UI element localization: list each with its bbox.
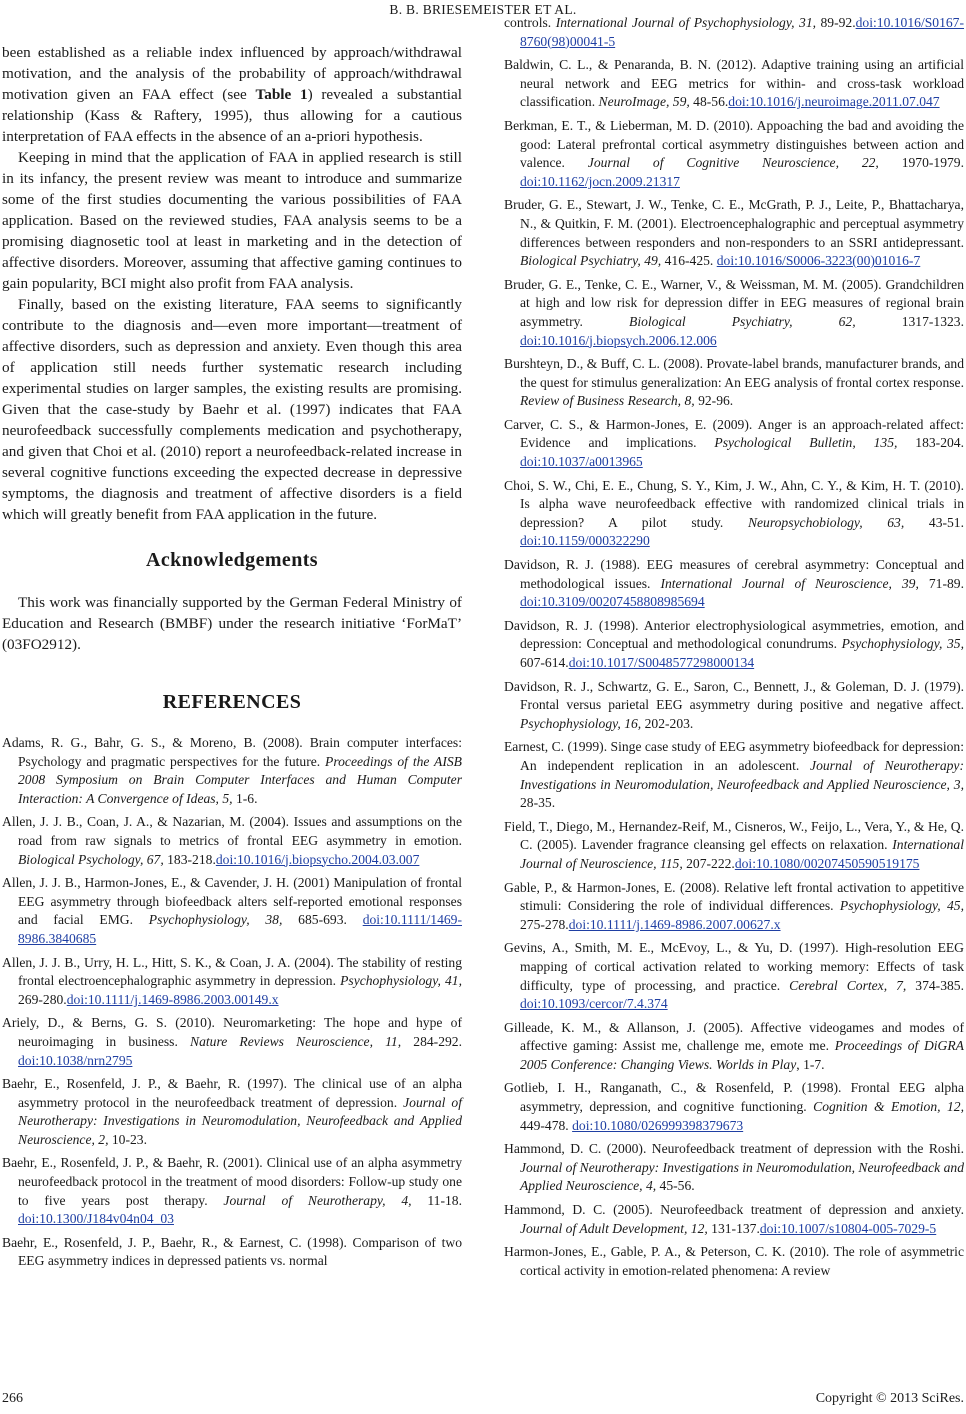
reference-pages: 284-292. [401,1033,463,1049]
doi-link[interactable]: doi:10.1016/S0006-3223(00)01016-7 [716,253,921,269]
reference-entry [504,416,964,472]
acknowledgements-text: This work was financially supported by the German Federal Ministry of Education and Research (BMBF) under the research initiative ‘ForMaT’ (03FO2912). [2,594,462,653]
reference-pages: 92-96. [694,393,734,409]
reference-journal: Journal of Cognitive Neuroscience, 22, [587,155,879,171]
right-column [504,15,965,1285]
reference-entry [504,477,964,551]
reference-entry [504,939,964,1013]
body-paragraph-3: Finally, based on the existing literature, FAA seems to significantly contribute to the diagnosis and—even more important—treatment of affective disorders, such as depression and anxiety. Even though this area of application still needs further systematic research including experimental studies on larger samples, the existing results are promising. Given that the case-study by Baehr et al. (1997) indicates that FAA neurofeedback successfully complements medication and psychotherapy, and given that Choi et al. (2010) report a neurofeedback-related increase in several cognitive functions exceeding the expected decrease in depressive symptoms, the diagnosis and treatment of affective disorders is a field which will greatly benefit from FAA application in the future. [2,296,462,523]
reference-entry [2,1154,462,1228]
reference-pages: 71-89. [918,575,964,591]
reference-pages: 374-385. [906,977,964,993]
reference-pages: 202-203. [641,715,694,731]
reference-pages: 207-222. [682,855,735,871]
reference-journal: Cognition & Emotion, 12, [813,1099,964,1115]
doi-link[interactable]: doi:10.1037/a0013965 [520,454,643,470]
reference-text: Gilleade, K. M., & Allanson, J. (2005). Affective videogames and modes of affective gaming: Assist me, challenge me, emote me. [504,1019,964,1054]
reference-list-left [2,734,462,1271]
doi-link[interactable]: doi:10.1007/s10804-005-7029-5 [759,1220,937,1236]
reference-pages: 89-92. [816,15,856,30]
reference-pages: 48-56. [689,94,729,110]
copyright-notice: Copyright © 2013 SciRes. [815,1391,964,1406]
reference-journal: Review of Business Research, 8, [520,393,695,409]
reference-pages: 269-280. [18,991,67,1007]
page-number: 266 [2,1391,23,1406]
doi-link[interactable]: doi:10.1016/j.biopsych.2006.12.006 [520,332,717,348]
reference-journal: Biological Psychiatry, 49, [520,253,662,269]
reference-entry [504,1079,964,1135]
reference-journal: Psychological Bulletin, 135, [714,435,898,451]
reference-pages: 1317-1323. [855,313,964,329]
reference-journal: Proceedings of the AISB 2008 Symposium on Brain Computer Interfaces and Human Computer Interaction: A Convergence of Ideas, 5, [18,753,462,806]
reference-pages: 275-278. [520,916,569,932]
reference-journal: International Journal of Neuroscience, 115, [520,837,964,871]
reference-text: Allen, J. J. B., Coan, J. A., & Nazarian, M. (2004). Issues and assumptions on the road from raw signals to metrics of frontal EEG asymmetry in emotion. [2,814,462,848]
reference-text: Baehr, E., Rosenfeld, J. P., Baehr, R., & Earnest, C. (1998). Comparison of two EEG asymmetry indices in depressed patients vs. normal [2,1234,462,1269]
reference-text: Gotlieb, I. H., Ranganath, C., & Rosenfeld, P. (1998). Frontal EEG alpha asymmetry, depression, and cognitive functioning. [504,1080,964,1115]
reference-entry [504,738,964,812]
reference-journal: Psychophysiology, 41, [340,973,462,989]
doi-link[interactable]: doi:10.1300/J184v04n04_03 [18,1211,174,1227]
reference-entry [2,734,462,808]
reference-text: Hammond, D. C. (2005). Neurofeedback treatment of depression and anxiety. [504,1202,964,1218]
reference-journal: Psychophysiology, 38, [148,912,283,928]
doi-link[interactable]: doi:10.3109/00207458808985694 [520,594,705,610]
reference-entry [504,14,964,51]
reference-list-right [504,14,964,1280]
doi-link[interactable]: doi:10.1159/000322290 [520,533,650,549]
reference-pages: 28-35. [520,795,556,811]
reference-journal: Biological Psychology, 67, [18,851,164,867]
reference-pages: 183-218. [163,851,216,867]
reference-text: Ariely, D., & Berns, G. S. (2010). Neuromarketing: The hope and hype of neuroimaging in business. [2,1015,462,1049]
reference-text: Berkman, E. T., & Lieberman, M. D. (2010). Appoaching the bad and avoiding the good: Lateral prefrontal cortical asymmetry distinguishes between action and valence. [504,117,964,171]
reference-text: Baldwin, C. L., & Penaranda, B. N. (2012). Adaptive training using an artificial neural network and EEG metrics for within- and cross-task workload classification. [504,57,964,110]
reference-text: Earnest, C. (1999). Singe case study of EEG asymmetry biofeedback for depression: An independent replication in an adolescent. [504,739,964,773]
reference-entry [504,1201,964,1238]
body-paragraph-2: Keeping in mind that the application of FAA in applied research is still in its infancy, the present review was meant to introduce and summarize some of the first studies documenting the various possibilities of FAA application. Based on the reviewed studies, FAA analysis seems to be a promising diagnosetic tool at least in marketing and in the detection of affective disorders. Moreover, assuming that affective gaming continues to gain popularity, BCI might also profit from FAA analysis. [2,149,462,292]
reference-text: Baehr, E., Rosenfeld, J. P., & Baehr, R. (1997). The clinical use of an alpha asymmetry protocol in the neurofeedback treatment of depression. [2,1076,462,1110]
reference-journal: Nature Reviews Neuroscience, 11, [190,1033,402,1049]
running-header: B. B. BRIESEMEISTER ET AL. [389,2,577,17]
reference-entry [504,556,964,612]
reference-journal: Journal of Adult Development, 12, [520,1220,708,1236]
reference-entry [2,813,462,869]
acknowledgements-heading: Acknowledgements [146,549,318,571]
reference-journal: Journal of Neurotherapy, 4, [223,1192,412,1208]
reference-text: Davidson, R. J. (1998). Anterior electrophysiological asymmetries, emotion, and depression: Conceptual and methodological conundrums. [504,617,964,652]
reference-text: Gevins, A., Smith, M. E., McEvoy, L., & Yu, D. (1997). High-resolution EEG mapping of cortical activation related to working memory: Effects of task difficulty, type of processing, and practice. [504,940,964,993]
reference-pages: 131-137. [707,1220,760,1236]
reference-journal: Journal of Neurotherapy: Investigations in Neuromodulation, Neurofeedback and Applied Neuroscience, 3, [520,757,964,792]
reference-entry [2,1234,462,1271]
reference-text: Davidson, R. J., Schwartz, G. E., Saron, C., Bennett, J., & Goleman, D. J. (1979). Frontal versus parietal EEG asymmetry during positive and negative affect. [504,678,964,713]
reference-journal: Cerebral Cortex, 7, [789,977,907,993]
reference-entry [504,678,964,734]
reference-entry [2,954,462,1010]
reference-journal: Biological Psychiatry, 62, [629,313,856,329]
doi-link[interactable]: doi:10.1016/S0167-8760(98)00041-5 [520,15,965,49]
reference-pages: 183-204. [897,435,964,451]
reference-text: Carver, C. S., & Harmon-Jones, E. (2009). Anger is an approach-related affect: Evidence and implications. [504,416,964,451]
reference-journal: Psychophysiology, 35, [841,636,964,652]
reference-entry [504,196,964,270]
body-paragraph-1: been established as a reliable index influenced by approach/withdrawal motivation, and the analysis of the probability of approach/withdrawal motivation given an FAA effect (see Table 1) revealed a substantial relationship (Kass & Raftery, 1995), thus allowing for a cautious interpretation of FAA effects in the absence of an a-priori hypothesis. [2,44,462,145]
doi-link[interactable]: doi:10.1017/S0048577298000134 [568,655,755,670]
reference-entry [504,276,964,350]
doi-link[interactable]: doi:10.1016/j.biopsycho.2004.03.007 [215,851,420,867]
reference-entry [504,818,964,874]
reference-text: Allen, J. J. B., Harmon-Jones, E., & Cavender, J. H. (2001) Manipulation of frontal EEG asymmetry through biofeedback alters self-reported emotional responses and facial EMG. [2,875,462,928]
left-column [2,42,462,1276]
reference-journal: Journal of Neurotherapy: Investigations in Neuromodulation, Neurofeedback and Applied Neuroscience, 4, [520,1159,964,1194]
doi-link[interactable]: doi:10.1080/026999398379673 [572,1117,744,1133]
doi-link[interactable]: doi:10.1162/jocn.2009.21317 [520,173,680,189]
reference-journal: Journal of Neurotherapy: Investigations in Neuromodulation, Neurofeedback and Applied Neuroscience, 2, [18,1094,462,1147]
doi-link[interactable]: doi:10.1111/j.1469-8986.2007.00627.x [568,916,781,932]
reference-pages: 45-56. [656,1178,695,1194]
reference-journal: International Journal of Neuroscience, 39, [660,575,919,591]
reference-text: Bruder, G. E., Stewart, J. W., Tenke, C. E., McGrath, P. J., Leite, P., Bhattacharya, N., & Quitkin, F. M. (2001). Electroencephalographic and perceptual asymmetry differences between responders and non-responders to an SSRI antidepressant. [504,197,964,250]
reference-text: controls. [504,15,556,30]
reference-entry [504,117,964,191]
reference-text: Bruder, G. E., Tenke, C. E., Warner, V., & Weissman, M. M. (2005). Grandchildren at high and low risk for depression differ in EEG measures of regional brain asymmetry. [504,276,964,329]
reference-journal: Neuropsychobiology, 63, [747,514,905,530]
reference-entry [504,1140,964,1196]
references-heading: REFERENCES [162,691,302,713]
reference-entry [504,617,964,673]
reference-text: Davidson, R. J. (1988). EEG measures of cerebral asymmetry: Conceptual and methodological issues. [504,557,964,591]
reference-pages: 10-23. [108,1131,147,1147]
reference-journal: NeuroImage, 59, [598,94,690,110]
doi-link[interactable]: doi:10.1038/nrn2795 [18,1052,133,1068]
reference-journal: International Journal of Psychophysiology, 31, [555,15,817,30]
reference-entry [2,1075,462,1149]
reference-pages: 416-425. [661,253,717,269]
reference-pages: 449-478. [520,1117,573,1133]
reference-entry [504,879,964,935]
reference-pages: 1970-1979. [878,155,964,171]
reference-entry [2,1014,462,1070]
reference-text: Field, T., Diego, M., Hernandez-Reif, M., Cisneros, W., Feijo, L., Vera, Y., & He, Q. C. (2005). Lavender fragrance cleansing gel effects on relaxation. [504,818,964,853]
reference-text: Baehr, E., Rosenfeld, J. P., & Baehr, R. (2001). Clinical use of an alpha asymmetry neurofeedback protocol in the treatment of mood disorders: Follow-up study one to five years post therapy. [2,1155,462,1208]
reference-pages: 43-51. [904,514,965,530]
reference-entry [504,56,964,112]
reference-text: Burshteyn, D., & Buff, C. L. (2008). Provate-label brands, manufacturer brands, and the quest for stimulus generalization: An EEG analysis of frontal cortex response. [504,356,964,390]
reference-pages: , 1-7. [796,1056,825,1072]
reference-text: Hammond, D. C. (2000). Neurofeedback treatment of depression with the Roshi. [504,1141,964,1157]
doi-link[interactable]: doi:10.1111/1469-8986.3840685 [18,912,462,946]
reference-text: Gable, P., & Harmon-Jones, E. (2008). Relative left frontal activation to appetitive stimuli: Considering the role of individual differences. [504,879,964,914]
doi-link[interactable]: doi:10.1093/cercor/7.4.374 [520,996,668,1012]
doi-link[interactable]: doi:10.1080/00207450590519175 [734,855,920,871]
reference-text: Harmon-Jones, E., Gable, P. A., & Peterson, C. K. (2010). The role of asymmetric cortical activity in emotion-related phenomena: A review [504,1244,964,1278]
reference-entry [504,355,964,411]
reference-pages: 685-693. [282,912,363,928]
reference-text: Allen, J. J. B., Urry, H. L., Hitt, S. K., & Coan, J. A. (2004). The stability of resting frontal electroencephalographic asymmetry in depression. [2,954,462,989]
reference-entry [504,1019,964,1075]
reference-pages: 11-18. [411,1192,462,1208]
reference-text: Choi, S. W., Chi, E. E., Chung, S. Y., Kim, J. W., Ahn, C. Y., & Kim, H. T. (2010). Is alpha wave neurofeedback effective with randomized clinical trials in depression? A pilot study. [504,477,964,530]
reference-journal: Proceedings of DiGRA 2005 Conference: Changing Views. Worlds in Play [520,1038,964,1072]
reference-pages: 1-6. [232,790,258,806]
reference-entry [504,1243,964,1280]
doi-link[interactable]: doi:10.1016/j.neuroimage.2011.07.047 [728,94,940,110]
reference-text: Adams, R. G., Bahr, G. S., & Moreno, B. (2008). Brain computer interfaces: Psychology and pragmatic perspectives for the future. [2,735,462,769]
doi-link[interactable]: doi:10.1111/j.1469-8986.2003.00149.x [66,991,279,1007]
reference-pages: 607-614. [520,655,569,670]
reference-journal: Psychophysiology, 45, [839,898,964,914]
reference-journal: Psychophysiology, 16, [520,715,642,731]
reference-entry [2,874,462,948]
